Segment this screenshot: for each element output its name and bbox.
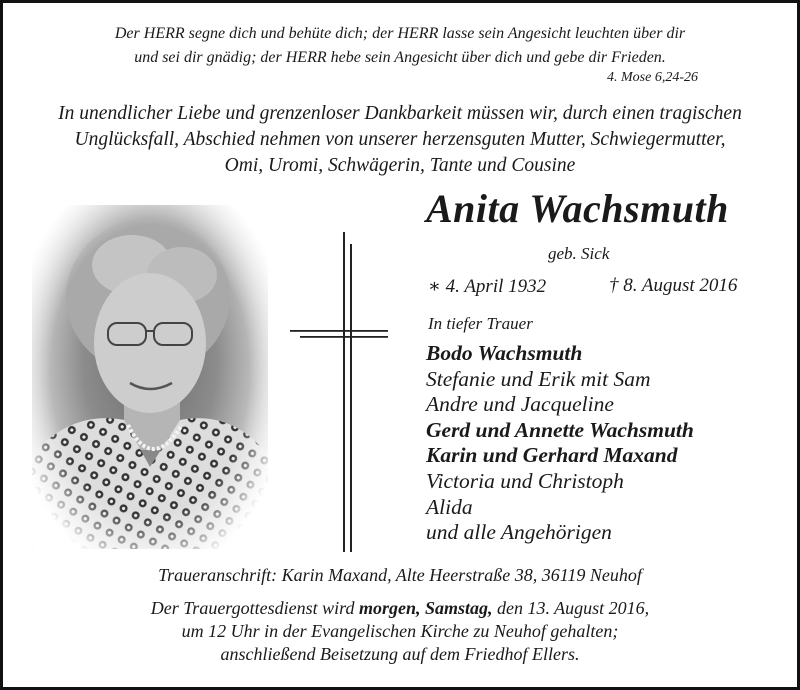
deceased-name: Anita Wachsmuth <box>426 186 729 231</box>
mourner-name: Alida <box>426 494 473 519</box>
mourners-list <box>426 341 694 546</box>
service-line: anschließend Beisetzung auf dem Friedhof Ellers. <box>220 644 580 664</box>
blessing-verse <box>40 22 760 70</box>
mourner-name: Karin und Gerhard Maxand <box>426 443 678 468</box>
birth-name: geb. Sick <box>548 244 610 263</box>
mourner-name: Andre und Jacqueline <box>426 392 614 417</box>
blessing-line: und sei dir gnädig; der HERR hebe sein Angesicht über dich und gebe dir Frieden. <box>134 49 666 66</box>
cross-icon <box>288 232 388 562</box>
verse-source: 4. Mose 6,24-26 <box>607 70 698 85</box>
mourner-name: und alle Angehörigen <box>426 520 612 545</box>
intro-line: Omi, Uromi, Schwägerin, Tante und Cousine <box>224 155 576 176</box>
service-text: Der Trauergottesdienst wird <box>150 598 359 618</box>
mourning-label: In tiefer Trauer <box>428 314 533 333</box>
mourner-name: Stefanie und Erik mit Sam <box>426 366 651 391</box>
intro-text <box>30 101 770 179</box>
service-text: den 13. August 2016, <box>492 598 650 618</box>
mourner-name: Gerd und Annette Wachsmuth <box>426 417 694 442</box>
intro-line: Unglücksfall, Abschied nehmen von unserer herzensguten Mutter, Schwiegermutter, <box>74 129 726 150</box>
service-info <box>0 597 800 666</box>
birth-date: ∗ 4. April 1932 <box>428 276 547 297</box>
service-date-emphasis: morgen, Samstag, <box>358 598 493 618</box>
mourner-name: Bodo Wachsmuth <box>426 341 583 365</box>
mourner-name: Victoria und Christoph <box>426 468 624 493</box>
intro-line: In unendlicher Liebe und grenzenloser Dankbarkeit müssen wir, durch einen tragischen <box>58 103 742 124</box>
mourning-address: Traueranschrift: Karin Maxand, Alte Heerstraße 38, 36119 Neuhof <box>158 565 642 585</box>
service-line <box>0 597 800 620</box>
blessing-line: Der HERR segne dich und behüte dich; der HERR lasse sein Angesicht leuchten über dir <box>114 25 686 42</box>
portrait-photo <box>32 205 268 549</box>
death-date: † 8. August 2016 <box>609 275 738 296</box>
service-line: um 12 Uhr in der Evangelischen Kirche zu Neuhof gehalten; <box>181 621 619 641</box>
